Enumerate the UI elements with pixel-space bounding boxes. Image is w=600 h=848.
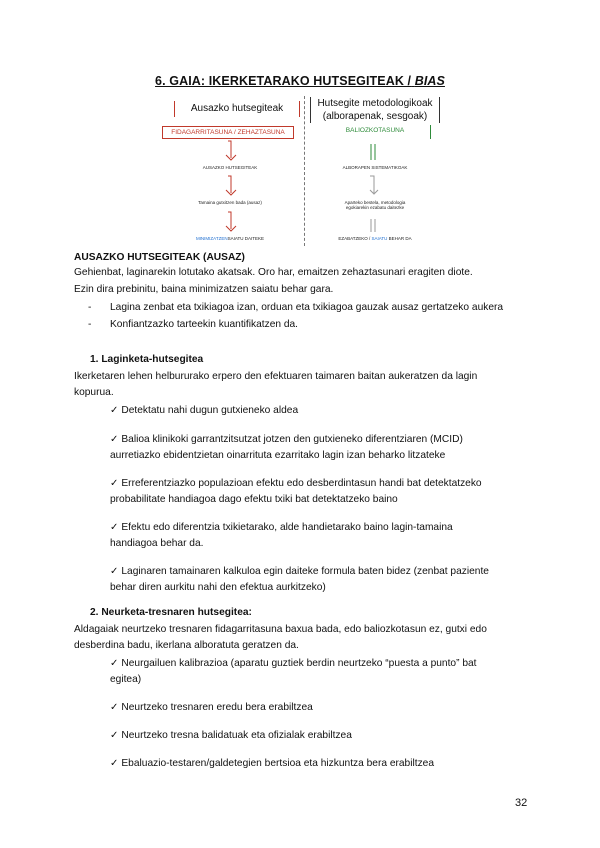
sub1-heading: 1. Laginketa-hutsegitea xyxy=(90,354,204,365)
check-icon: ✓ xyxy=(110,434,119,445)
check-text: Neurgailuen kalibrazioa (aparatu guztiek berdin neurtzeko “puesta a punto” bat xyxy=(121,658,477,669)
sub2-intro-1: Aldagaiak neurtzeko tresnaren fidagarritasuna baxua bada, edo baliozkotasun ez, gutxi edo xyxy=(74,624,487,635)
diagram-left-step3-b: SAIATU DAITEKE xyxy=(227,236,265,241)
section1-bullet-2 xyxy=(88,318,299,332)
check-text: Neurtzeko tresnaren eredu bera erabiltzea xyxy=(121,702,313,713)
left-arrow-1 xyxy=(226,141,236,160)
check-text: Neurtzeko tresna balidatuak eta ofizialak erabiltzea xyxy=(121,730,352,741)
check-icon: ✓ xyxy=(110,658,119,669)
diagram-right-step3 xyxy=(310,236,440,241)
section1-bullet-1 xyxy=(88,301,504,315)
section1-heading: AUSAZKO HUTSEGITEAK (AUSAZ) xyxy=(74,252,245,263)
diagram-right-box: BALIOZKOTASUNA xyxy=(345,127,405,134)
check-text: Laginaren tamainaren kalkuloa egin daiteke formula baten bidez (zenbat paziente xyxy=(121,566,489,577)
diagram-right-step2 xyxy=(310,200,440,210)
check-text: Erreferentziazko populazioan efektu edo desberdintasun handi bat detektatzeko xyxy=(121,478,482,489)
diagram-right-header-line1: Hutsegite metodologikoak xyxy=(317,98,433,109)
diagram-left-box: FIDAGARRITASUNA / ZEHAZTASUNA xyxy=(162,126,294,139)
left-arrow-2 xyxy=(226,176,236,195)
check-text: Efektu edo diferentzia txikietarako, alde handietarako baino lagin-tamaina xyxy=(121,522,453,533)
check-icon: ✓ xyxy=(110,758,119,769)
sub2-check-3 xyxy=(110,729,352,743)
sub2-heading: 2. Neurketa-tresnaren hutsegitea: xyxy=(90,607,252,618)
right-arrow-2 xyxy=(370,176,378,194)
section1-line2: Ezin dira prebinitu, baina minimizatzen saiatu behar gara. xyxy=(74,284,334,295)
sub2-check-2 xyxy=(110,701,313,715)
sub1-check-2-cont: aurretiazko ebidentzietan oinarrituta ezarritako lagin izan beharko litzateke xyxy=(110,450,446,461)
diagram-right-step3-a: EZABATZEKO / xyxy=(338,236,372,241)
check-text: Detektatu nahi dugun gutxieneko aldea xyxy=(121,405,299,416)
sub1-check-2 xyxy=(110,433,463,447)
sub1-check-3-cont: probabilitate handiagoa dago efektu txiki bat detektatzeko baino xyxy=(110,494,398,505)
right-arrow-3 xyxy=(371,219,375,232)
diagram-left-step1: AUSAZKO HUTSEGITEAK xyxy=(202,165,258,170)
bullet-text: Konfiantzazko tarteekin kuantifikatzen da. xyxy=(110,319,299,330)
check-icon: ✓ xyxy=(110,730,119,741)
check-text: Balioa klinikoki garrantzitsutzat jotzen den gutxieneko diferentziaren (MCID) xyxy=(121,434,463,445)
left-arrow-3 xyxy=(226,212,236,231)
sub1-check-5-cont: behar diren aurkitu nahi den efektua aurkitzeko) xyxy=(110,582,326,593)
right-arrow-1 xyxy=(371,144,375,160)
check-icon: ✓ xyxy=(110,405,119,416)
sub1-check-4 xyxy=(110,521,453,535)
diagram-left-step3 xyxy=(160,236,300,241)
title-main: 6. GAIA: IKERKETARAKO HUTSEGITEAK / xyxy=(155,74,412,88)
sub2-intro-2: desberdina badu, ikerlana alboratuta geratzen da. xyxy=(74,640,299,651)
page-number: 32 xyxy=(515,797,528,809)
diagram-left-step3-a: MINIMIZATZEN xyxy=(195,236,228,241)
sub1-check-4-cont: handiagoa behar da. xyxy=(110,538,204,549)
sub1-check-1 xyxy=(110,404,298,418)
check-icon: ✓ xyxy=(110,566,119,577)
sub2-check-1-cont: egitea) xyxy=(110,674,142,685)
sub2-check-1 xyxy=(110,657,476,671)
sub1-intro-1: Ikerketaren lehen helbururako erpero den efektuaren taimaren baitan aukeratzen da lagin xyxy=(74,371,478,382)
check-icon: ✓ xyxy=(110,702,119,713)
sub2-check-4 xyxy=(110,757,434,771)
diagram-left-header: Ausazko hutsegiteak xyxy=(174,101,300,117)
sub1-check-5 xyxy=(110,565,489,579)
diagram-right-step2-a: Aparteko bestela, metodologia xyxy=(344,200,406,205)
bullet-dash: - xyxy=(88,302,92,313)
title-italic: BIAS xyxy=(414,74,445,88)
section1-line1: Gehienbat, laginarekin lotutako akatsak. Oro har, emaitzen zehaztasunari eragiten diote. xyxy=(74,267,473,278)
diagram-right-step3-c: BEHAR DA xyxy=(387,236,412,241)
diagram-right-step3-b: SAIATU xyxy=(371,236,388,241)
sub1-check-3 xyxy=(110,477,482,491)
check-icon: ✓ xyxy=(110,522,119,533)
bullet-dash: - xyxy=(88,319,92,330)
diagram-arrows xyxy=(0,0,600,250)
diagram-right-step2-b: egokiarekin ezabatu daitezke xyxy=(345,205,405,210)
bullet-text: Lagina zenbat eta txikiagoa izan, orduan eta txikiagoa gauzak ausaz gertatzeko aukera xyxy=(110,302,504,313)
check-text: Ebaluazio-testaren/galdetegien bertsioa eta hizkuntza bera erabiltzea xyxy=(121,758,435,769)
diagram-right-step1: ALBORAPEN SISTEMATIKOAK xyxy=(342,165,408,170)
sub1-intro-2: kopurua. xyxy=(74,387,114,398)
check-icon: ✓ xyxy=(110,478,119,489)
left-arrows xyxy=(226,141,236,231)
right-arrows xyxy=(370,144,378,232)
diagram-right-header-line2: (alborapenak, sesgoak) xyxy=(322,111,428,122)
diagram-left-step2: Tamaina gutxitzen bada (ausaz) xyxy=(198,200,262,205)
